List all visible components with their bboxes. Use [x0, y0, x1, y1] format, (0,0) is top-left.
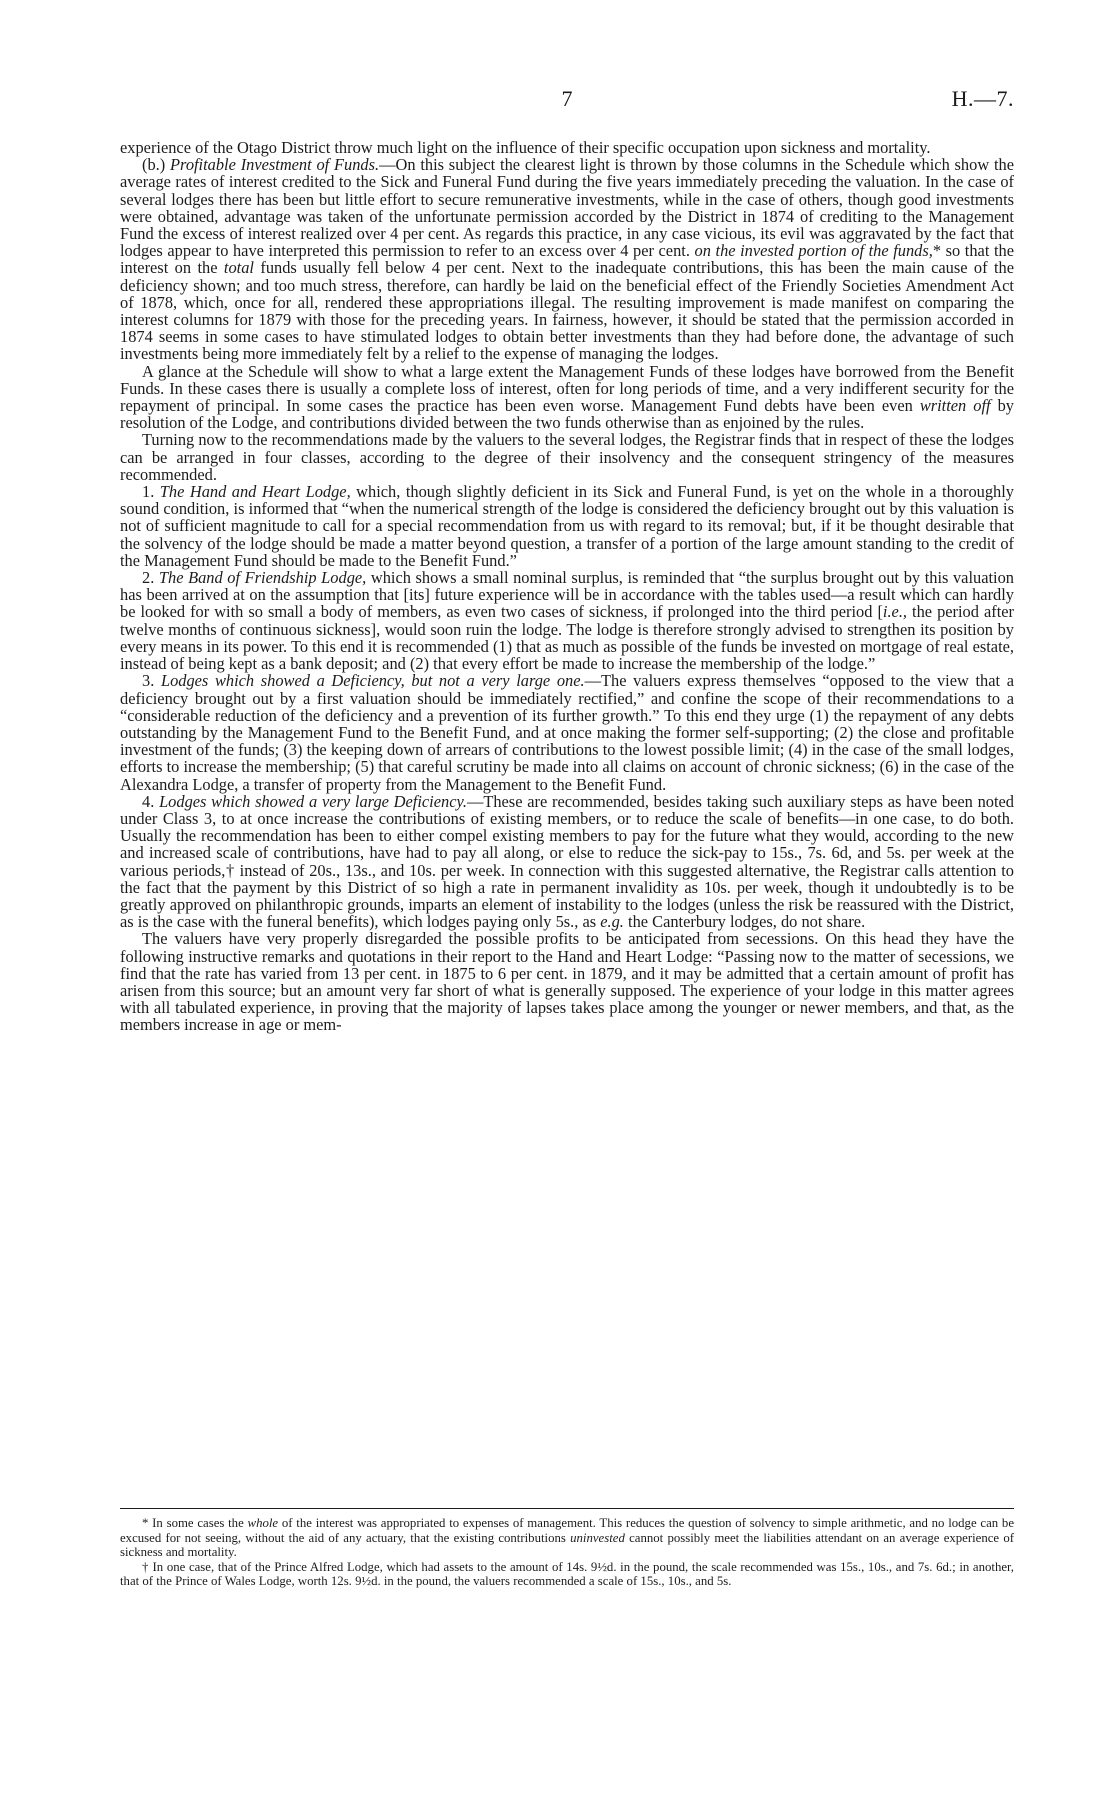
page-header	[120, 86, 1014, 116]
footnote-dagger: † In one case, that of the Prince Alfred Lodge, which had assets to the amount of 14s. 9½d. in the pound, the scale recommended was 15s., 10s., and 7s. 6d.; in another, that of the Prince of Wales Lodge, worth 12s. 9½d. in the pound, the valuers recommended a scale of 15s., 10s., and 5s.	[120, 1559, 1014, 1589]
footnote-asterisk: * In some cases the whole of the interest was appropriated to expenses of management. This reduces the question of solvency to simple arithmetic, and no lodge can be excused for not seeing, without the aid of any actuary, that the existing contributions uninvested cannot possibly meet the liabilities attendant on an average experience of sickness and mortality.	[120, 1516, 1015, 1560]
paragraph-profitable-investment: (b.) Profitable Investment of Funds.—On this subject the clearest light is thrown by those columns in the Schedule which show the average rates of interest credited to the Sick and Funeral Fund during the five years immediately preceding the valuation. In the case of several lodges there has been but little effort to secure remunerative investments, while in the case of others, though good investments were obtained, advantage was taken of the unfortunate permission accorded by the District in 1874 of crediting to the Management Fund the excess of interest realized over 4 per cent. As regards this practice, in any case vicious, its evil was aggravated by the fact that lodges appear to have interpreted this permission to refer to an excess over 4 per cent. on the invested portion of the funds,* so that the interest on the total funds usually fell below 4 per cent. Next to the inadequate contributions, this has been the main cause of the deficiency shown; and too much stress, therefore, can hardly be laid on the beneficial effect of the Friendly Societies Amendment Act of 1878, which, once for all, rendered these appropriations illegal. The resulting improvement is made manifest on comparing the interest columns for 1879 with those for the preceding years. In fairness, however, it should be stated that the permission accorded in 1874 seems in some cases to have stimulated lodges to obtain better investments than they had before done, the advantage of such investments being more immediately felt by a relief to the expense of managing the lodges.	[120, 155, 1015, 364]
paragraph-otago-continuation: experience of the Otago District throw much light on the influence of their specific occupation upon sickness and mortality.	[120, 138, 931, 157]
document-reference: H.—7.	[951, 86, 1014, 111]
section-heading-profitable-investment: Profitable Investment of Funds.	[170, 155, 380, 175]
section-heading-band-of-friendship: The Band of Friendship Lodge,	[158, 568, 367, 588]
page-number: 7	[561, 86, 573, 111]
section-heading-class-3: Lodges which showed a Deficiency, but not a very large one.	[160, 671, 585, 691]
section-heading-class-4: Lodges which showed a very large Deficiency.	[159, 791, 467, 811]
paragraph-recommendations-intro: Turning now to the recommendations made by the valuers to the several lodges, the Registrar finds that in respect of these the lodges can be arranged in four classes, according to the degree of their insolvency and the consequent stringency of the measures recommended.	[120, 430, 1014, 484]
paragraph-management-funds: A glance at the Schedule will show to what a large extent the Management Funds of these lodges have borrowed from the Benefit Funds. In these cases there is usually a complete loss of interest, often for long periods of time, and a very indifferent security for the repayment of principal. In some cases the practice has been even worse. Management Fund debts have been even written off by resolution of the Lodge, and contributions divided between the two funds otherwise than as enjoined by the rules.	[120, 361, 1014, 433]
footnote-divider	[120, 1508, 1014, 1509]
paragraph-class-1: 1. The Hand and Heart Lodge, which, though slightly deficient in its Sick and Funeral Fund, is yet on the whole in a thoroughly sound condition, is informed that “when the numerical strength of the lodge is considered the deficiency brought out by this valuation is not of sufficient magnitude to call for a special recommendation from us with regard to its removal; but, if it be thought desirable that the solvency of the lodge should be made a matter beyond question, a transfer of a portion of the large amount standing to the credit of the Management Fund should be made to the Benefit Fund.”	[120, 482, 1014, 570]
paragraph-class-4: 4. Lodges which showed a very large Deficiency.—These are recommended, besides taking such auxiliary steps as have been noted under Class 3, to at once increase the contributions of existing members, or to reduce the scale of benefits—in one case, to do both. Usually the recommendation has been to either compel existing members to pay for the future what they would, according to the new and increased scale of contributions, have had to pay all along, or else to reduce the sick-pay to 15s., 7s. 6d, and 5s. per week at the various periods,† instead of 20s., 13s., and 10s. per week. In connection with this suggested alternative, the Registrar calls attention to the fact that the payment by this District of so high a rate in permanent invalidity as 10s. per week, though it undoubtedly is to be greatly approved on philanthropic grounds, imparts an element of instability to the lodges (unless the risk be reassured with the District, as is the case with the funeral benefits), which lodges paying only 5s., as e.g. the Canterbury lodges, do not share.	[120, 791, 1014, 932]
section-heading-hand-and-heart: The Hand and Heart Lodge,	[159, 482, 351, 502]
paragraph-secessions: The valuers have very properly disregarded the possible profits to be anticipated from secessions. On this head they have the following instructive remarks and quotations in their report to the Hand and Heart Lodge: “Passing now to the matter of secessions, we find that the rate has varied from 13 per cent. in 1875 to 6 per cent. in 1879, and it may be admitted that a certain amount of profit has arisen from this source; but an amount very far short of what is generally supposed. The experience of your lodge in this matter agrees with all tabulated experience, in proving that the majority of lapses takes place among the younger or newer members, and that, as the members increase in age or mem-	[120, 929, 1014, 1035]
paragraph-class-2: 2. The Band of Friendship Lodge, which shows a small nominal surplus, is reminded that “the surplus brought out by this valuation has been arrived at on the assumption that [its] future experience will be in accordance with the tables used—a result which can hardly be looked for with so small a body of members, as even two cases of sickness, if prolonged into the third period [i.e., the period after twelve months of continuous sickness], would soon ruin the lodge. The lodge is therefore strongly advised to strengthen its position by every means in its power. To this end it is recommended (1) that as much as possible of the funds be invested on mortgage of real estate, instead of being kept as a bank deposit; and (2) that every effort be made to increase the membership of the lodge.”	[120, 568, 1014, 674]
footnotes	[120, 1516, 1014, 1589]
body-text	[120, 139, 1014, 1034]
paragraph-class-3: 3. Lodges which showed a Deficiency, but not a very large one.—The valuers express themselves “opposed to the view that a deficiency brought out by a first valuation should be immediately rectified,” and confine the scope of their recommendations to a “considerable reduction of the deficiency and a prevention of its further growth.” To this end they urge (1) the repayment of any debts outstanding by the Management Fund to the Benefit Fund, and at once making the former self-supporting; (2) the close and profitable investment of the funds; (3) the keeping down of arrears of contributions to the lowest possible limit; (4) in the case of the small lodges, efforts to increase the membership; (5) that careful scrutiny be made into all claims on account of chronic sickness; (6) in the case of the Alexandra Lodge, a transfer of property from the Management to the Benefit Fund.	[120, 671, 1014, 794]
